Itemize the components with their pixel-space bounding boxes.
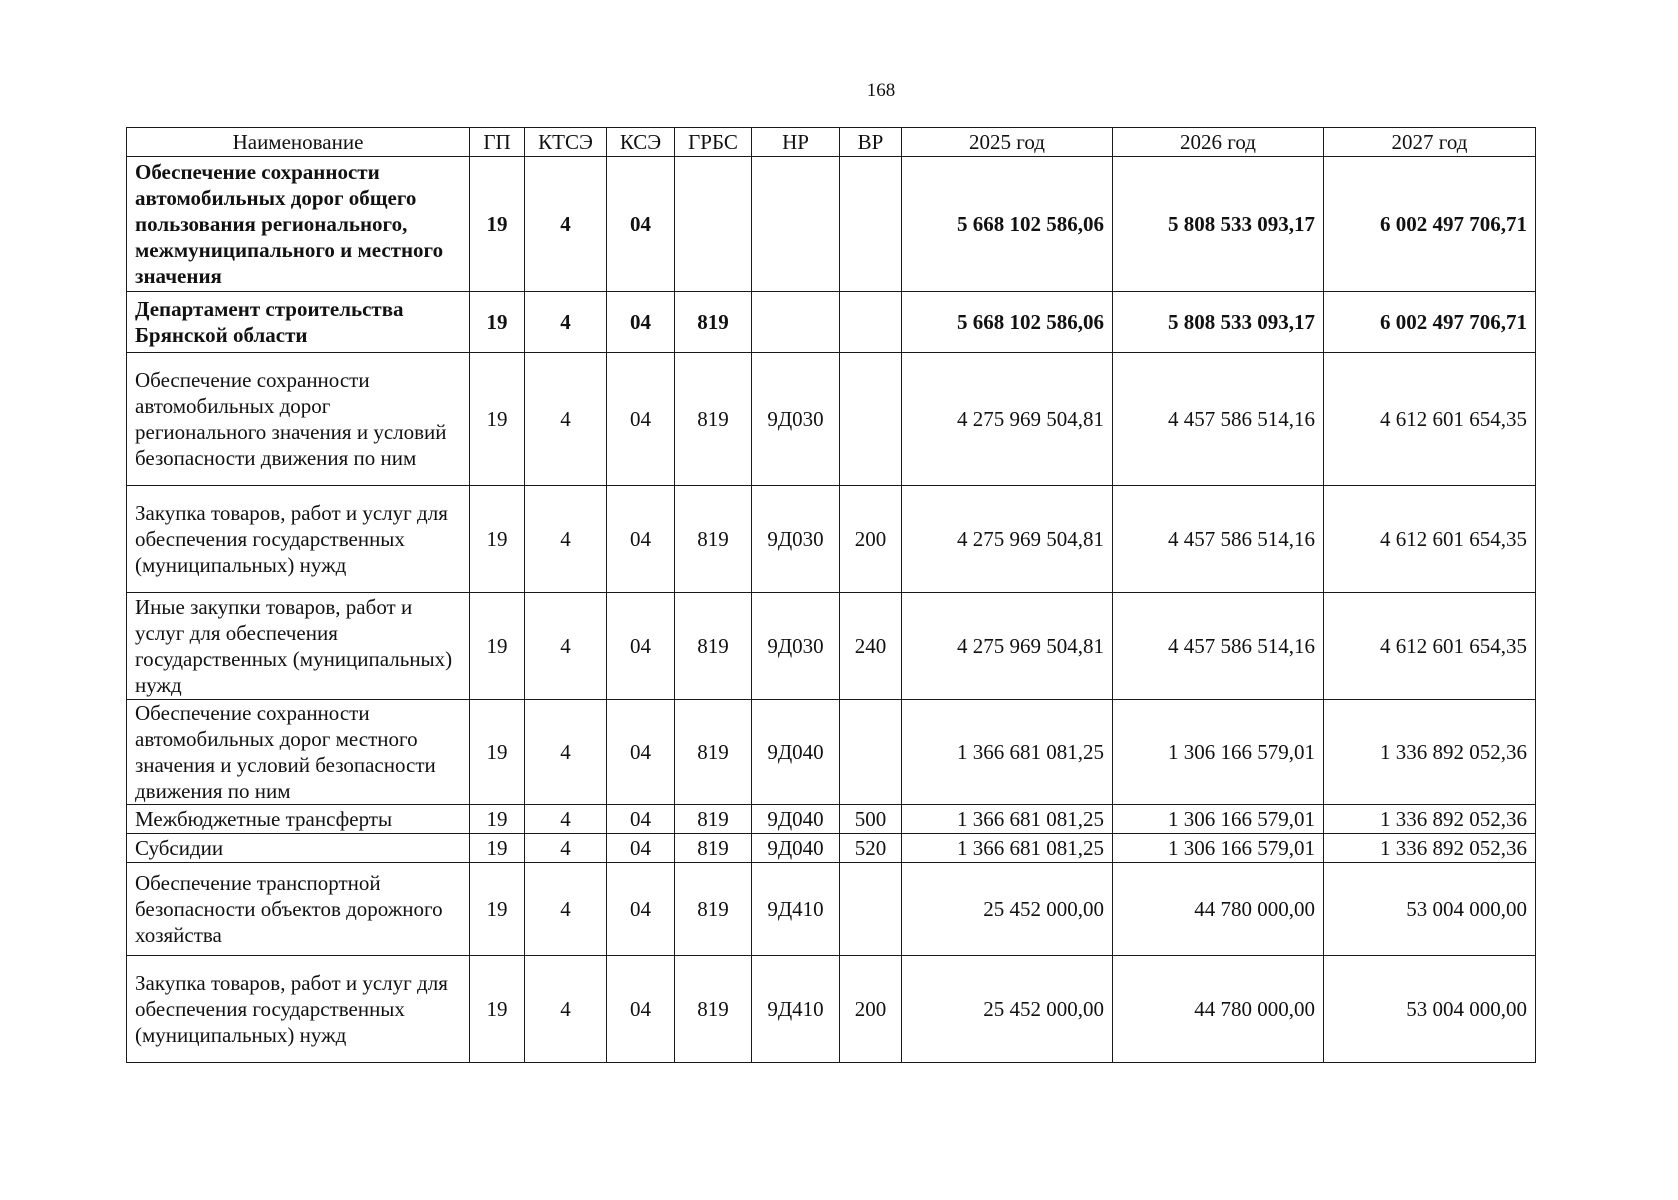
cell-name: Закупка товаров, работ и услуг для обеспечения государственных (муниципальных) нужд (127, 956, 470, 1063)
cell-2027: 53 004 000,00 (1324, 956, 1536, 1063)
cell-grbs: 819 (675, 486, 752, 593)
cell-2026: 44 780 000,00 (1113, 863, 1324, 956)
col-header-2027: 2027 год (1324, 128, 1536, 157)
cell-kse: 04 (607, 353, 675, 486)
cell-2027: 1 336 892 052,36 (1324, 834, 1536, 863)
cell-name: Иные закупки товаров, работ и услуг для обеспечения государственных (муниципальных) нужд (127, 593, 470, 700)
cell-grbs: 819 (675, 353, 752, 486)
cell-2027: 1 336 892 052,36 (1324, 805, 1536, 834)
header-row (127, 128, 1536, 157)
cell-ktse: 4 (525, 292, 607, 353)
cell-nr: 9Д410 (752, 956, 840, 1063)
cell-name: Субсидии (127, 834, 470, 863)
cell-2027: 4 612 601 654,35 (1324, 486, 1536, 593)
cell-2026: 5 808 533 093,17 (1113, 157, 1324, 292)
cell-ktse: 4 (525, 956, 607, 1063)
cell-2025: 4 275 969 504,81 (902, 593, 1113, 700)
cell-grbs: 819 (675, 834, 752, 863)
table-row (127, 700, 1536, 805)
cell-ktse: 4 (525, 353, 607, 486)
cell-2026: 4 457 586 514,16 (1113, 486, 1324, 593)
cell-2026: 1 306 166 579,01 (1113, 834, 1324, 863)
cell-kse: 04 (607, 292, 675, 353)
cell-kse: 04 (607, 863, 675, 956)
cell-2026: 1 306 166 579,01 (1113, 805, 1324, 834)
cell-nr: 9Д040 (752, 834, 840, 863)
cell-kse: 04 (607, 486, 675, 593)
cell-ktse: 4 (525, 486, 607, 593)
cell-name: Межбюджетные трансферты (127, 805, 470, 834)
cell-gp: 19 (470, 956, 525, 1063)
cell-grbs: 819 (675, 805, 752, 834)
col-header-gp: ГП (470, 128, 525, 157)
cell-grbs: 819 (675, 593, 752, 700)
cell-name: Закупка товаров, работ и услуг для обеспечения государственных (муниципальных) нужд (127, 486, 470, 593)
cell-2025: 5 668 102 586,06 (902, 157, 1113, 292)
cell-grbs: 819 (675, 956, 752, 1063)
col-header-grbs: ГРБС (675, 128, 752, 157)
cell-2026: 4 457 586 514,16 (1113, 593, 1324, 700)
table-row (127, 486, 1536, 593)
cell-ktse: 4 (525, 834, 607, 863)
cell-2025: 25 452 000,00 (902, 956, 1113, 1063)
cell-nr (752, 292, 840, 353)
col-header-2026: 2026 год (1113, 128, 1324, 157)
cell-gp: 19 (470, 805, 525, 834)
cell-vr: 240 (840, 593, 902, 700)
cell-kse: 04 (607, 157, 675, 292)
cell-name: Обеспечение сохранности автомобильных дорог местного значения и условий безопасности движения по ним (127, 700, 470, 805)
cell-kse: 04 (607, 956, 675, 1063)
cell-name: Обеспечение сохранности автомобильных дорог общего пользования регионального, межмуниципального и местного значения (127, 157, 470, 292)
cell-gp: 19 (470, 157, 525, 292)
cell-gp: 19 (470, 353, 525, 486)
cell-vr: 520 (840, 834, 902, 863)
cell-2027: 6 002 497 706,71 (1324, 292, 1536, 353)
cell-2025: 1 366 681 081,25 (902, 834, 1113, 863)
cell-ktse: 4 (525, 700, 607, 805)
cell-2026: 44 780 000,00 (1113, 956, 1324, 1063)
cell-2027: 4 612 601 654,35 (1324, 593, 1536, 700)
cell-2026: 4 457 586 514,16 (1113, 353, 1324, 486)
cell-2025: 1 366 681 081,25 (902, 805, 1113, 834)
budget-table (126, 127, 1536, 1063)
col-header-ktse: КТСЭ (525, 128, 607, 157)
table-row (127, 353, 1536, 486)
cell-vr (840, 157, 902, 292)
cell-nr: 9Д410 (752, 863, 840, 956)
table-row (127, 292, 1536, 353)
cell-vr (840, 292, 902, 353)
cell-2025: 4 275 969 504,81 (902, 486, 1113, 593)
cell-2026: 5 808 533 093,17 (1113, 292, 1324, 353)
cell-ktse: 4 (525, 863, 607, 956)
table-row (127, 834, 1536, 863)
cell-vr (840, 353, 902, 486)
table-row (127, 593, 1536, 700)
cell-gp: 19 (470, 700, 525, 805)
cell-2027: 4 612 601 654,35 (1324, 353, 1536, 486)
cell-grbs: 819 (675, 700, 752, 805)
cell-kse: 04 (607, 593, 675, 700)
cell-nr: 9Д030 (752, 593, 840, 700)
cell-kse: 04 (607, 700, 675, 805)
cell-gp: 19 (470, 593, 525, 700)
cell-kse: 04 (607, 805, 675, 834)
cell-2027: 53 004 000,00 (1324, 863, 1536, 956)
col-header-kse: КСЭ (607, 128, 675, 157)
cell-grbs (675, 157, 752, 292)
cell-grbs: 819 (675, 292, 752, 353)
cell-vr: 500 (840, 805, 902, 834)
cell-gp: 19 (470, 863, 525, 956)
col-header-name: Наименование (127, 128, 470, 157)
col-header-nr: НР (752, 128, 840, 157)
cell-ktse: 4 (525, 157, 607, 292)
cell-gp: 19 (470, 486, 525, 593)
cell-nr: 9Д030 (752, 353, 840, 486)
table-row (127, 805, 1536, 834)
cell-vr (840, 700, 902, 805)
cell-2027: 1 336 892 052,36 (1324, 700, 1536, 805)
cell-ktse: 4 (525, 805, 607, 834)
col-header-vr: ВР (840, 128, 902, 157)
cell-2026: 1 306 166 579,01 (1113, 700, 1324, 805)
cell-gp: 19 (470, 292, 525, 353)
cell-vr (840, 863, 902, 956)
cell-vr: 200 (840, 956, 902, 1063)
cell-kse: 04 (607, 834, 675, 863)
cell-nr: 9Д040 (752, 805, 840, 834)
cell-nr: 9Д030 (752, 486, 840, 593)
cell-nr (752, 157, 840, 292)
cell-vr: 200 (840, 486, 902, 593)
cell-name: Обеспечение транспортной безопасности объектов дорожного хозяйства (127, 863, 470, 956)
page-number: 168 (866, 80, 896, 101)
cell-nr: 9Д040 (752, 700, 840, 805)
cell-grbs: 819 (675, 863, 752, 956)
table-row (127, 157, 1536, 292)
cell-ktse: 4 (525, 593, 607, 700)
cell-name: Департамент строительства Брянской области (127, 292, 470, 353)
cell-name: Обеспечение сохранности автомобильных дорог регионального значения и условий безопасности движения по ним (127, 353, 470, 486)
col-header-2025: 2025 год (902, 128, 1113, 157)
cell-2025: 25 452 000,00 (902, 863, 1113, 956)
cell-2025: 4 275 969 504,81 (902, 353, 1113, 486)
cell-2025: 5 668 102 586,06 (902, 292, 1113, 353)
cell-2025: 1 366 681 081,25 (902, 700, 1113, 805)
cell-2027: 6 002 497 706,71 (1324, 157, 1536, 292)
table-row (127, 863, 1536, 956)
cell-gp: 19 (470, 834, 525, 863)
table-row (127, 956, 1536, 1063)
